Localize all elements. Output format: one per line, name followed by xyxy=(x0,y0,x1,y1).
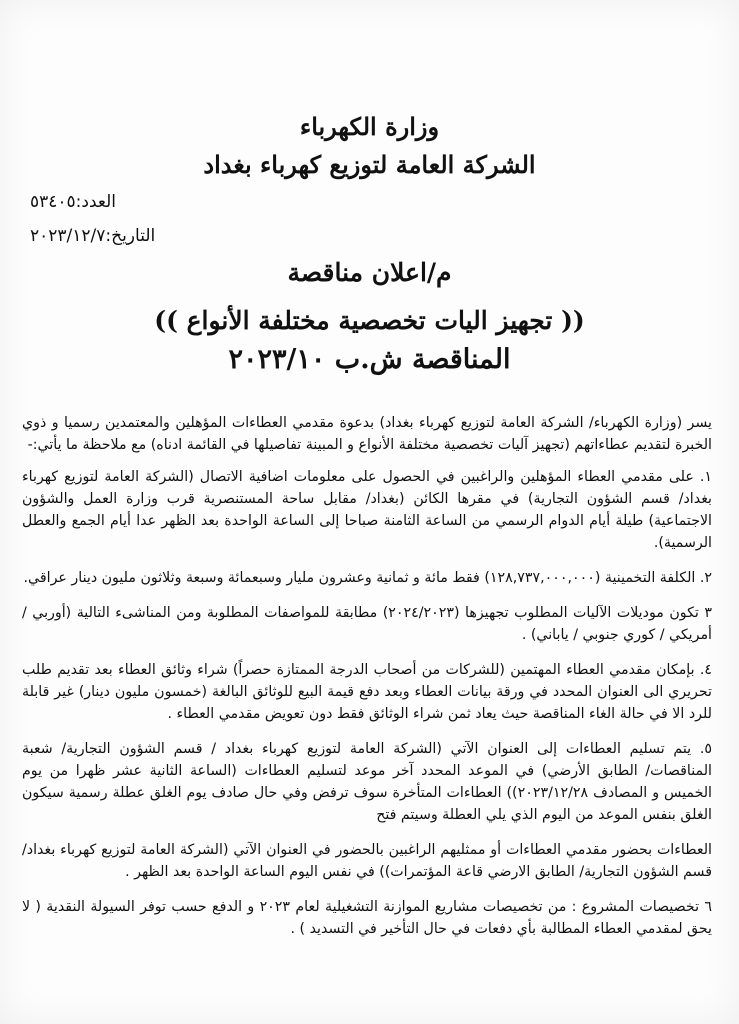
company-name: الشركة العامة لتوزيع كهرباء بغداد xyxy=(203,150,536,179)
document-body xyxy=(22,412,712,953)
document-date: التاريخ:٢٠٢٣/١٢/٧ xyxy=(30,226,156,246)
clause-5: ٥. يتم تسليم العطاءات إلى العنوان الآتي (الشركة العامة لتوزيع كهرباء بغداد / قسم الشؤون التجارية/ شعبة المناقصات/ الطابق الأرضي) في الموعد المحدد آخر موعد لتسليم العطاءات (الساعة الثانية عشر ظهرا من يوم الخميس و المصادف ٢٠٢٣/١٢/٢٨)) العطاءات المتأخرة سوف ترفض وفي حال صادف يوم الغلق عطلة رسمية سيكون الغلق بنفس الموعد من اليوم الذي يلي العطلة وسيتم فتح xyxy=(22,741,712,823)
tender-subject: (( تجهيز اليات تخصصية مختلفة الأنواع )) xyxy=(154,306,585,335)
tender-number: المناقصة ش.ب ٢٠٢٣/١٠ xyxy=(228,344,511,375)
ministry-name: وزارة الكهرباء xyxy=(299,112,440,141)
clause-1: ١. على مقدمي العطاء المؤهلين والراغبين في الحصول على معلومات اضافية الاتصال (الشركة العامة لتوزيع كهرباء بغداد/ قسم الشؤون التجارية) في مقرها الكائن (بغداد/ مقابل ساحة المستنصرية قرب وزارة العمل والشؤون الاجتماعية) طيلة أيام الدوام الرسمي من الساعة الثامنة صباحا إلى الساعة الواحدة بعد الظهر عدا أيام الجمع والعطل الرسمية). xyxy=(22,469,712,551)
clause-4: ٤. بإمكان مقدمي العطاء المهتمين (للشركات من أصحاب الدرجة الممتازة حصراً) شراء وثائق العطاء بعد تقديم طلب تحريري الى العنوان المحدد في ورقة بيانات العطاء وبعد دفع قيمة البيع للوثائق البالغة (خمسون مليون دينار) غير قابلة للرد الا في حالة الغاء المناقصة حيث يعاد ثمن شراء الوثائق فقط دون تعويض مقدمي العطاء . xyxy=(22,662,712,722)
intro-paragraph: يسر (وزارة الكهرباء/ الشركة العامة لتوزيع كهرباء بغداد) بدعوة مقدمي العطاءات المؤهلين والمعتمدين رسميا و ذوي الخبرة لتقديم عطاءاتهم (تجهيز آليات تخصصية مختلفة الأنواع و المبينة تفاصيلها في القائمة ادناه) مع ملاحظة ما يأتي:- xyxy=(22,415,712,453)
announcement-title: م/اعلان مناقصة xyxy=(287,258,452,287)
clause-2: ٢. الكلفة التخمينية (١٢٨,٧٣٧,٠٠٠,٠٠٠) فقط مائة و ثمانية وعشرون مليار وسبعمائة وسبعة وثلاثون مليون دينار عراقي. xyxy=(23,570,712,586)
clause-6: ٦ تخصيصات المشروع : من تخصيصات مشاريع الموازنة التشغيلية لعام ٢٠٢٣ و الدفع حسب توفر السيولة النقدية ( لا يحق لمقدمي العطاء المطالبة بأي دفعات في حال التأخير في التسديد ) . xyxy=(22,899,712,937)
document-number: العدد:٥٣٤٠٥ xyxy=(30,192,116,212)
clause-5-continued: العطاءات بحضور مقدمي العطاءات أو ممثليهم الراغبين بالحضور في العنوان الآتي (الشركة العامة لتوزيع كهرباء بغداد/ قسم الشؤون التجارية/ الطابق الارضي قاعة المؤتمرات)) في نفس اليوم الساعة الواحدة بعد الظهر . xyxy=(22,842,712,880)
clause-3: ٣ تكون موديلات الآليات المطلوب تجهيزها (٢٠٢٤/٢٠٢٣) مطابقة للمواصفات المطلوبة ومن المناشىء التالية (أوربي /أمريكي / كوري جنوبي / ياباني) . xyxy=(22,605,712,643)
